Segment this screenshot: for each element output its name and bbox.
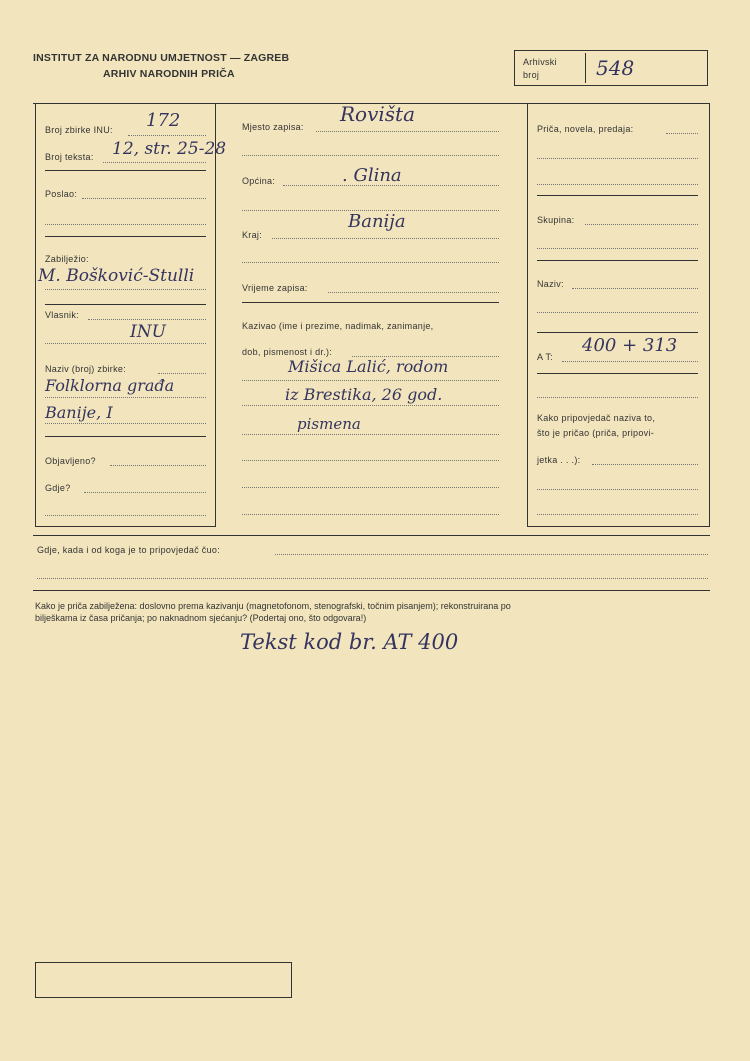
region-line-2 [242,262,499,263]
title-label: Naziv: [537,279,564,289]
middle-rule-1 [242,302,499,303]
right-rule-3 [537,332,698,333]
source-line-2 [37,578,708,579]
right-rule-1 [537,195,698,196]
published-label: Objavljeno? [45,456,96,466]
narrator-line-6 [242,487,499,488]
narrator-line-3 [242,405,499,406]
narrator-label-1: Kazivao (ime i prezime, nadimak, zanimanje, [242,321,434,331]
recording-method-line-1: Kako je priča zabilježena: doslovno prema kazivanju (magnetofonom, stenografski, točnim pisanjem); rekonstruirana po [35,601,511,611]
archive-title: ARHIV NARODNIH PRIČA [103,68,235,80]
at-value: 400 + 313 [582,335,678,356]
collection-name-line [158,373,206,374]
collection-number-label: Broj zbirke INU: [45,125,113,135]
narrator-term-label-1: Kako pripovjedač naziva to, [537,413,656,423]
note-value: Tekst kod br. AT 400 [240,630,459,654]
text-number-value: 12, str. 25-28 [112,139,227,159]
at-label: A T: [537,352,554,362]
region-line [272,238,499,239]
bottom-box [35,962,292,998]
text-number-line [103,162,206,163]
group-label: Skupina: [537,215,575,225]
collection-name-line-2 [45,397,206,398]
collection-name-value-2: Banije, I [45,403,113,422]
archive-box-divider [585,53,586,83]
left-rule-4 [45,436,206,437]
region-value: Banija [348,211,406,232]
story-type-label: Priča, novela, predaja: [537,124,634,134]
collection-name-line-3 [45,423,206,424]
archive-label-2: broj [523,70,540,80]
group-line-2 [537,248,698,249]
record-time-label: Vrijeme zapisa: [242,283,308,293]
text-number-label: Broj teksta: [45,152,94,162]
collection-name-value-1: Folklorna građa [45,376,175,395]
institute-title: INSTITUT ZA NARODNU UMJETNOST — ZAGREB [33,52,290,64]
source-label: Gdje, kada i od koga je to pripovjedač čuo: [37,545,221,555]
narrator-term-label-3: jetka . . .): [537,455,581,465]
region-label: Kraj: [242,230,263,240]
right-rule-4 [537,373,698,374]
place-line [316,131,499,132]
municipality-value: . Glina [342,165,402,186]
narrator-line-7 [242,514,499,515]
lower-rule-2 [33,590,710,591]
where-line [84,492,206,493]
left-rule-3 [45,304,206,305]
archive-number-value: 548 [596,56,635,80]
place-value: Rovišta [340,102,416,126]
collection-number-line [128,135,206,136]
title-line-2 [537,312,698,313]
narrator-value-2: iz Brestika, 26 god. [285,385,443,404]
group-line [585,224,698,225]
collection-number-value: 172 [146,110,181,131]
recorder-label: Zabilježio: [45,254,89,264]
right-rule-2 [537,260,698,261]
sender-line-2 [45,224,206,225]
recorder-value: M. Bošković-Stulli [38,266,195,286]
at-line-2 [537,397,698,398]
narrator-term-label-2: što je pričao (priča, pripovi- [537,428,655,438]
narrator-value-3: pismena [297,415,361,433]
published-line [110,465,206,466]
narrator-term-line [592,464,698,465]
municipality-label: Općina: [242,176,276,186]
collection-name-label: Naziv (broj) zbirke: [45,364,127,374]
record-time-line [328,292,499,293]
archive-label: Arhivski [523,57,557,67]
recording-method-line-2: bilješkama iz časa pričanja; po naknadnom sjećanju? (Podertaj ono, što odgovara!) [35,613,367,623]
left-rule-1 [45,170,206,171]
owner-line [88,319,206,320]
where-label: Gdje? [45,483,71,493]
owner-label: Vlasnik: [45,310,79,320]
narrator-label-2: dob, pismenost i dr.): [242,347,333,357]
narrator-term-line-2 [537,489,698,490]
owner-value: INU [130,322,166,342]
narrator-term-line-3 [537,514,698,515]
lower-rule-1 [33,535,710,536]
source-line [275,554,708,555]
left-rule-2 [45,236,206,237]
title-line [572,288,698,289]
narrator-value-1: Mišica Lalić, rodom [288,357,449,376]
place-line-2 [242,155,499,156]
at-line [562,361,698,362]
story-type-line-2 [537,158,698,159]
narrator-line-5 [242,460,499,461]
sender-label: Poslao: [45,189,78,199]
sender-line [82,198,206,199]
place-label: Mjesto zapisa: [242,122,304,132]
where-line-2 [45,515,206,516]
owner-line-2 [45,343,206,344]
narrator-line-2 [242,380,499,381]
narrator-line-4 [242,434,499,435]
story-type-line-3 [537,184,698,185]
story-type-line [666,133,698,134]
recorder-line [45,289,206,290]
